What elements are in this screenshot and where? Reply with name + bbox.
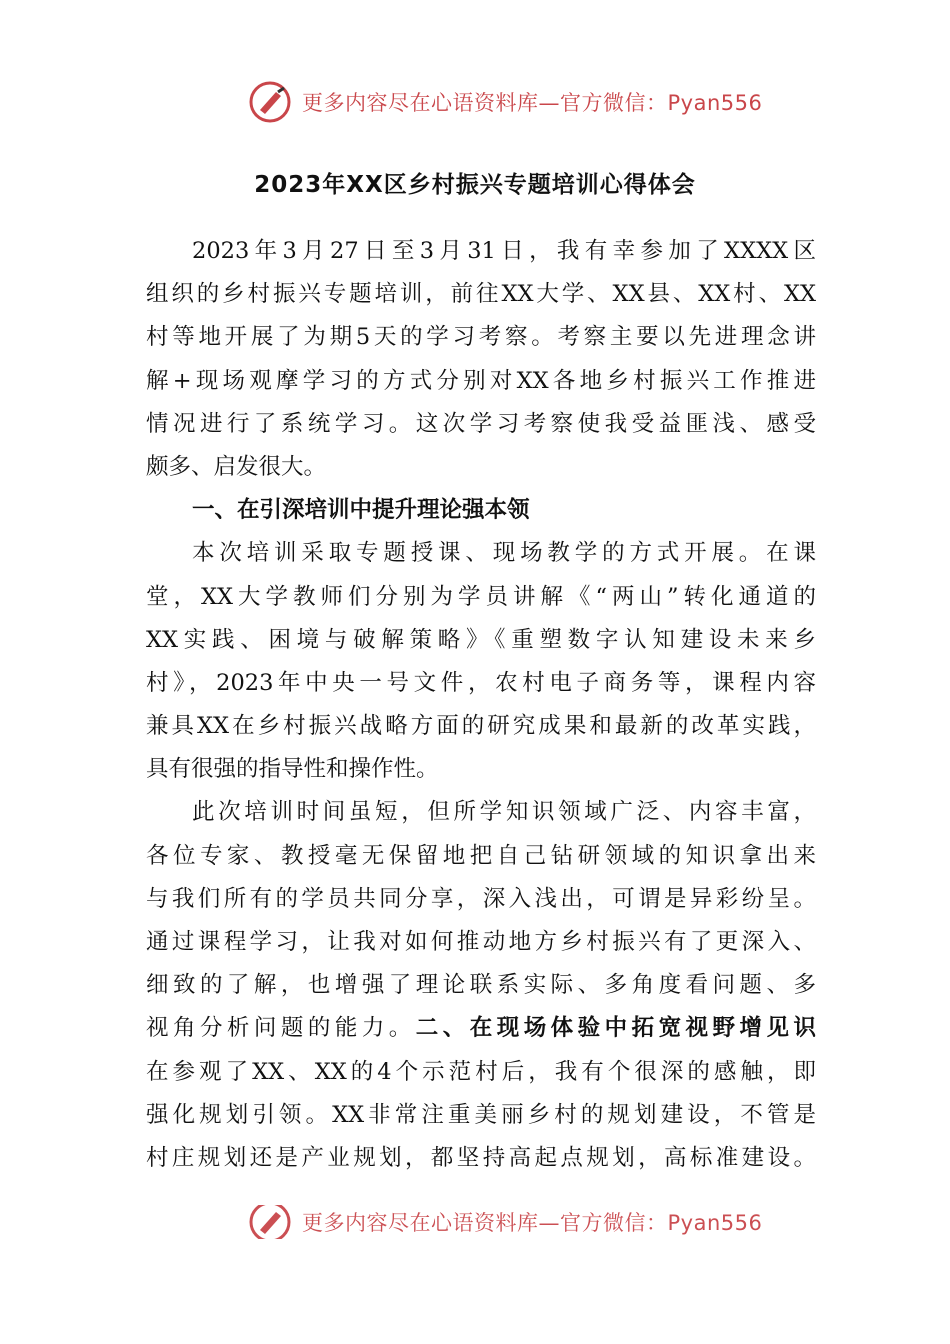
document-title: 2023年XX区乡村振兴专题培训心得体会	[254, 172, 696, 198]
text-line-mixed	[146, 1007, 816, 1050]
text-line: 与我们所有的学员共同分享，深入浅出，可谓是异彩纷呈。	[146, 885, 816, 912]
footer-watermark	[248, 1205, 762, 1239]
text-line: 村》，2023年中央一号文件，农村电子商务等，课程内容	[146, 669, 816, 696]
section-heading-2: 二、在现场体验中拓宽视野增见识	[415, 1015, 816, 1042]
text-line: 村等地开展了为期5天的学习考察。考察主要以先进理念讲	[146, 324, 816, 351]
document-body	[146, 230, 816, 1180]
logo-icon	[248, 1205, 292, 1239]
section-heading-1: 一、在引深培训中提升理论强本领	[192, 497, 530, 524]
text-line: 视角分析问题的能力。	[146, 1015, 416, 1042]
text-line: 兼具XX在乡村振兴战略方面的研究成果和最新的改革实践，	[146, 713, 816, 740]
text-line: 具有很强的指导性和操作性。	[146, 756, 439, 783]
text-line: 通过课程学习，让我对如何推动地方乡村振兴有了更深入、	[146, 929, 816, 955]
text-line: 村庄规划还是产业规划，都坚持高起点规划，高标准建设。	[146, 1144, 816, 1171]
text-line: 细致的了解，也增强了理论联系实际、多角度看问题、多	[146, 972, 816, 999]
header-watermark-text: 更多内容尽在心语资料库—官方微信：Pyan556	[302, 91, 763, 115]
text-line: 本次培训采取专题授课、现场教学的方式开展。在课	[192, 540, 816, 567]
text-line: 解+现场观摩学习的方式分别对XX各地乡村振兴工作推进	[146, 367, 816, 394]
text-line: 各位专家、教授毫无保留地把自己钻研领域的知识拿出来	[146, 842, 816, 869]
logo-icon	[248, 80, 292, 124]
header-watermark	[248, 80, 762, 124]
text-line: 颇多、启发很大。	[146, 453, 327, 480]
text-line: 堂，XX大学教师们分别为学员讲解《“两山”转化通道的	[146, 583, 816, 610]
text-line: XX实践、困境与破解策略》《重塑数字认知建设未来乡	[146, 626, 816, 653]
text-line: 2023年3月27日至3月31日，我有幸参加了XXXX区	[192, 238, 816, 264]
text-line: 情况进行了系统学习。这次学习考察使我受益匪浅、感受	[146, 410, 816, 437]
footer-watermark-text: 更多内容尽在心语资料库—官方微信：Pyan556	[302, 1211, 763, 1235]
text-line: 在参观了XX、XX的4个示范村后，我有个很深的感触，即	[146, 1058, 816, 1085]
text-line: 此次培训时间虽短，但所学知识领域广泛、内容丰富，	[192, 799, 816, 826]
text-line: 组织的乡村振兴专题培训，前往XX大学、XX县、XX村、XX	[146, 281, 816, 308]
text-line: 强化规划引领。XX非常注重美丽乡村的规划建设，不管是	[146, 1101, 816, 1128]
